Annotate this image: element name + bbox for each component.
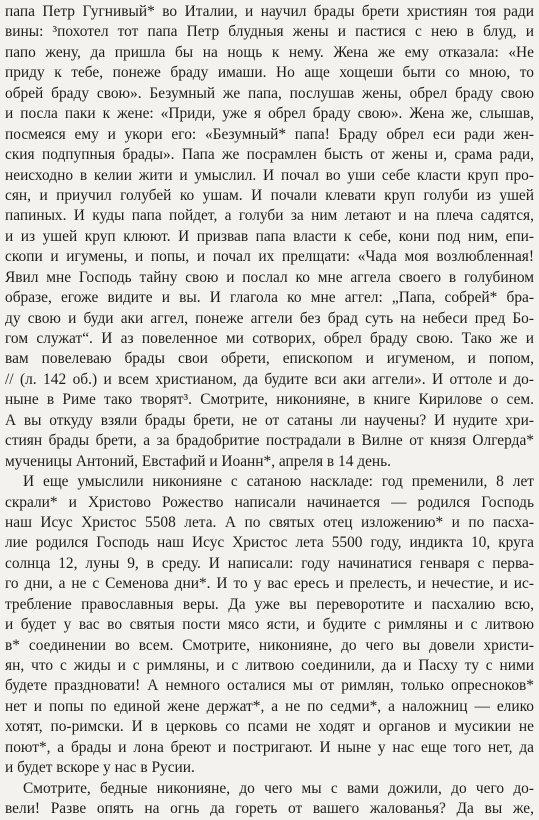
text-line: го дни, а не с Семенова дни*. И то у вас ересь и прелесть, и нечестие, и ис- bbox=[5, 575, 534, 593]
text-line: Смотрите, бедные никонияне, до чего мы с вами дожили, до чего до- bbox=[23, 779, 534, 797]
text-line: папа Петр Гугнивый* во Италии, и научил брады брети християн тоя ради bbox=[5, 3, 534, 20]
text-line: поют*, а брады и лона бреют и постригают. И ныне у нас еще того нет, да bbox=[5, 738, 534, 756]
text-line: наш Исус Христос 5508 лета. А по святых отец изложению* и по пасха- bbox=[5, 513, 534, 531]
text-line: вины: ³похотел тот папа Петр блудныя жены и пастися с нею в блуд, и bbox=[5, 23, 534, 41]
text-line: будете праздновати! А немного осталися мы от римлян, только опресноков* bbox=[5, 677, 534, 695]
text-line: лие родился Господь наш Исус Христос лета 5500 году, индикта 10, круга bbox=[5, 534, 534, 552]
text-line: гом служат“. И аз повеленное ми сотворих, обрел браду свою. Тако же и bbox=[5, 330, 534, 347]
text-line: и из ушей круп клюют. И призвав папа власти к себе, кони под ним, епи- bbox=[5, 227, 534, 245]
text-line: солнца 12, луны 9, в среду. И написали: году начинатися генваря с перва- bbox=[5, 554, 534, 572]
text-line: // (л. 142 об.) и всем христианом, да будите вси аки аггели». И оттоле и до- bbox=[5, 370, 534, 388]
text-line: приду к тебе, понеже браду имаши. Но аще хощеши быти со мною, то bbox=[5, 64, 534, 82]
text-line: обрей браду свою». Безумный же папа, послушав жены, обрел браду свою bbox=[5, 84, 534, 102]
text-line: папиных. И куды папа пойдет, а голуби за ним летают и на плеча садятся, bbox=[5, 207, 534, 225]
text-line: ския подпупныя брады». Папа же посрамлен бысть от жены и, срама ради, bbox=[5, 146, 534, 164]
text-line: неисходно в келии жити и умыслил. И почал во уши себе класти круп про- bbox=[5, 166, 534, 184]
text-line: ду свою и буди аки аггел, понеже аггели без брад суть на небеси пред Бо- bbox=[5, 309, 534, 327]
text-line: скопи и игумены, и попы, и почал их прелщати: «Чада моя возлюбленная! bbox=[5, 248, 534, 266]
text-line: посмеяся ему и укори его: «Безумный* папа! Браду обрел еси ради жен- bbox=[5, 125, 534, 143]
text-line: ян, что с жиды и с римляны, и с литвою соединили, да и Пасху ту с ними bbox=[5, 657, 534, 674]
text-line: И еще умыслили никонияне с сатаною наскладе: год пременили, 8 лет bbox=[23, 473, 534, 491]
text-line: и посла паки к жене: «Приди, уже я обрел браду свою». Жена же, слышав, bbox=[5, 105, 534, 123]
text-line: мученицы Антоний, Евстафий и Иоанн*, апреля в 14 день. bbox=[5, 452, 392, 470]
text-line: вели! Разве опять на огнь да гореть от вашего жалованья? Да вы же, bbox=[5, 800, 534, 818]
text-line: Явил мне Господь тайну свою и послал ко мне аггела своего в голубином bbox=[5, 268, 534, 286]
text-line: стиян брады брети, а за брадобритие пострадали в Вилне от князя Олгерда* bbox=[5, 432, 534, 450]
text-line: образе, егоже видите и вы. И глагола ко мне аггел: „Папа, собрей* бра- bbox=[5, 289, 534, 307]
text-line: вам повелеваю брады свои обрети, епископом и игуменом, и попом, bbox=[5, 350, 534, 368]
text-line: в* соединении во всем. Смотрите, никонияне, до чего вы довели христи- bbox=[5, 636, 534, 654]
text-body bbox=[5, 2, 534, 820]
text-line: требление православныя веры. Да уже вы переворотите и пасхалию всю, bbox=[5, 595, 534, 613]
text-line: скрали* и Христово Рожество написали начинается — родился Господь bbox=[5, 493, 534, 511]
text-line: сян, и приучил голубей ко ушам. И почали клевати круп голуби из ушей bbox=[5, 186, 534, 204]
text-line: и будет вскоре у нас в Русии. bbox=[5, 759, 195, 777]
text-line: и будет у вас во святыя пости мясо ясти, и будите с римляны и с литвою bbox=[5, 616, 534, 634]
text-line: нет и попы по единой жене держат*, а не по седми*, а наложниц — елико bbox=[5, 697, 534, 715]
text-line: папо жену, да пришла бы на нощь к нему. Жена же ему отказала: «Не bbox=[5, 43, 534, 61]
text-line: хотят, по-римски. И в церковь со псами не ходят и органов и мусикии не bbox=[5, 718, 534, 736]
text-line: А вы откуду взяли брады брети, не от сатаны ли научены? И нудите хри- bbox=[5, 411, 534, 429]
text-line: ныне в Риме тако творят³. Смотрите, никонияне, в книге Кирилове о сем. bbox=[5, 391, 534, 409]
